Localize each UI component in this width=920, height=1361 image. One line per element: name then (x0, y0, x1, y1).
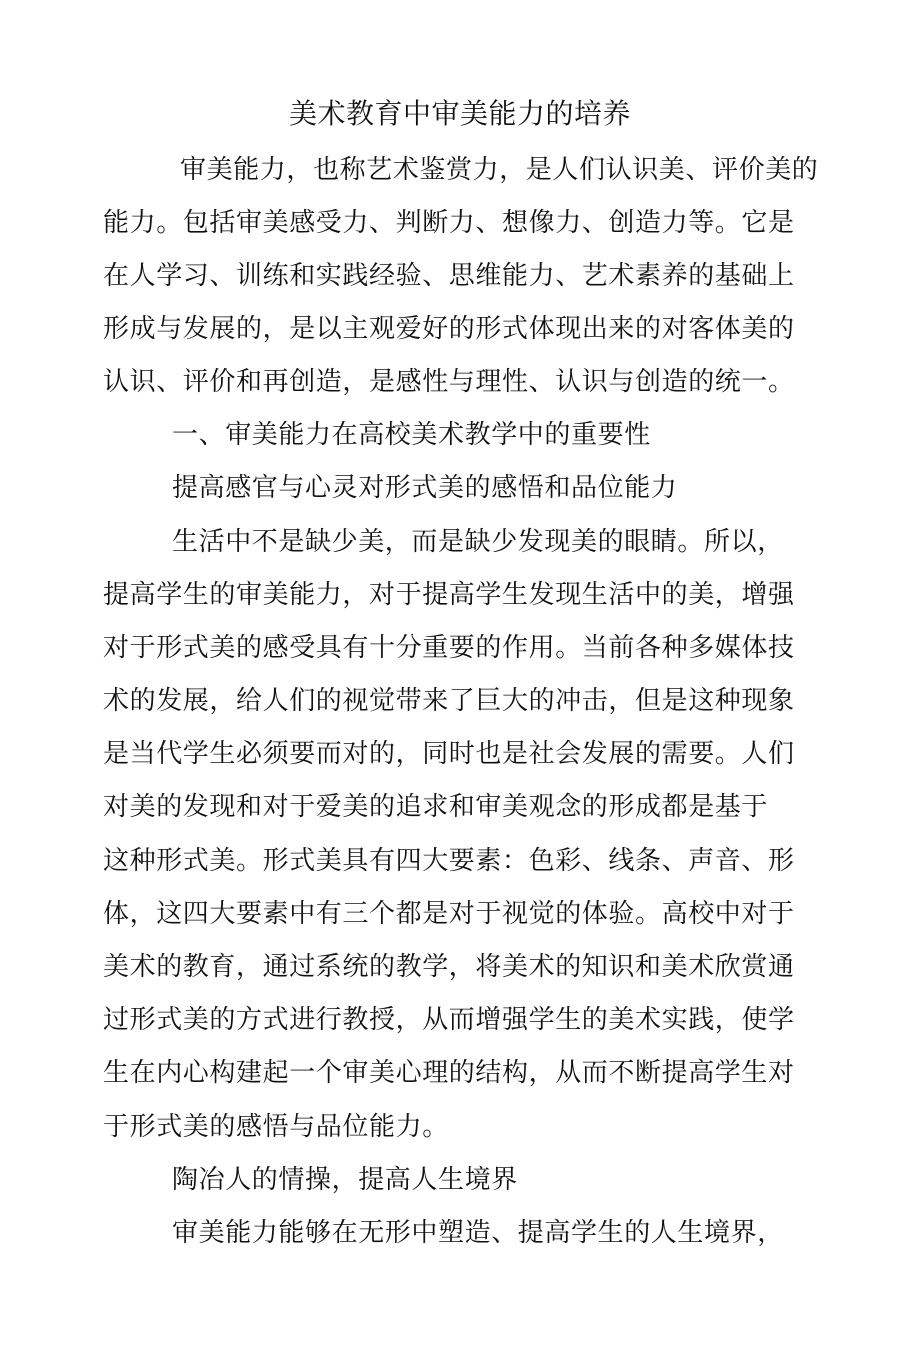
document-title: 美术教育中审美能力的培养 (288, 97, 631, 130)
text-line: 对美的发现和对于爱美的追求和审美观念的形成都是基于 (103, 792, 769, 822)
text-line: 术的发展，给人们的视觉带来了巨大的冲击，但是这种现象 (103, 686, 795, 716)
text-line: 生活中不是缺少美，而是缺少发现美的眼睛。所以， (172, 527, 784, 557)
text-line: 认识、评价和再创造，是感性与理性、认识与创造的统一。 (103, 367, 795, 397)
text-line: 过形式美的方式进行教授，从而增强学生的美术实践，使学 (103, 1005, 795, 1035)
text-line: 是当代学生必须要而对的，同时也是社会发展的需要。人们 (103, 739, 795, 769)
text-line: 在人学习、训练和实践经验、思维能力、艺术素养的基础上 (103, 261, 795, 291)
subsection-heading: 陶冶人的情操，提高人生境界 (172, 1165, 518, 1195)
text-line: 能力。包括审美感受力、判断力、想像力、创造力等。它是 (103, 208, 795, 238)
text-line: 对于形式美的感受具有十分重要的作用。当前各种多媒体技 (103, 633, 795, 663)
text-line: 形成与发展的，是以主观爱好的形式体现出来的对客体美的 (103, 314, 795, 344)
subsection-heading: 提高感官与心灵对形式美的感悟和品位能力 (172, 473, 678, 503)
text-line: 这种形式美。形式美具有四大要素：色彩、线条、声音、形 (103, 846, 795, 876)
text-line: 审美能力能够在无形中塑造、提高学生的人生境界， (172, 1218, 784, 1248)
text-line: 生在内心构建起一个审美心理的结构，从而不断提高学生对 (103, 1058, 795, 1088)
text-line: 审美能力，也称艺术鉴赏力，是人们认识美、评价美的 (180, 155, 819, 185)
text-line: 于形式美的感悟与品位能力。 (103, 1112, 449, 1142)
text-line: 提高学生的审美能力，对于提高学生发现生活中的美，增强 (103, 580, 795, 610)
section-heading: 一、审美能力在高校美术教学中的重要性 (172, 420, 651, 450)
text-line: 体，这四大要素中有三个都是对于视觉的体验。高校中对于 (103, 899, 795, 929)
text-line: 美术的教育，通过系统的教学，将美术的知识和美术欣赏通 (103, 952, 795, 982)
